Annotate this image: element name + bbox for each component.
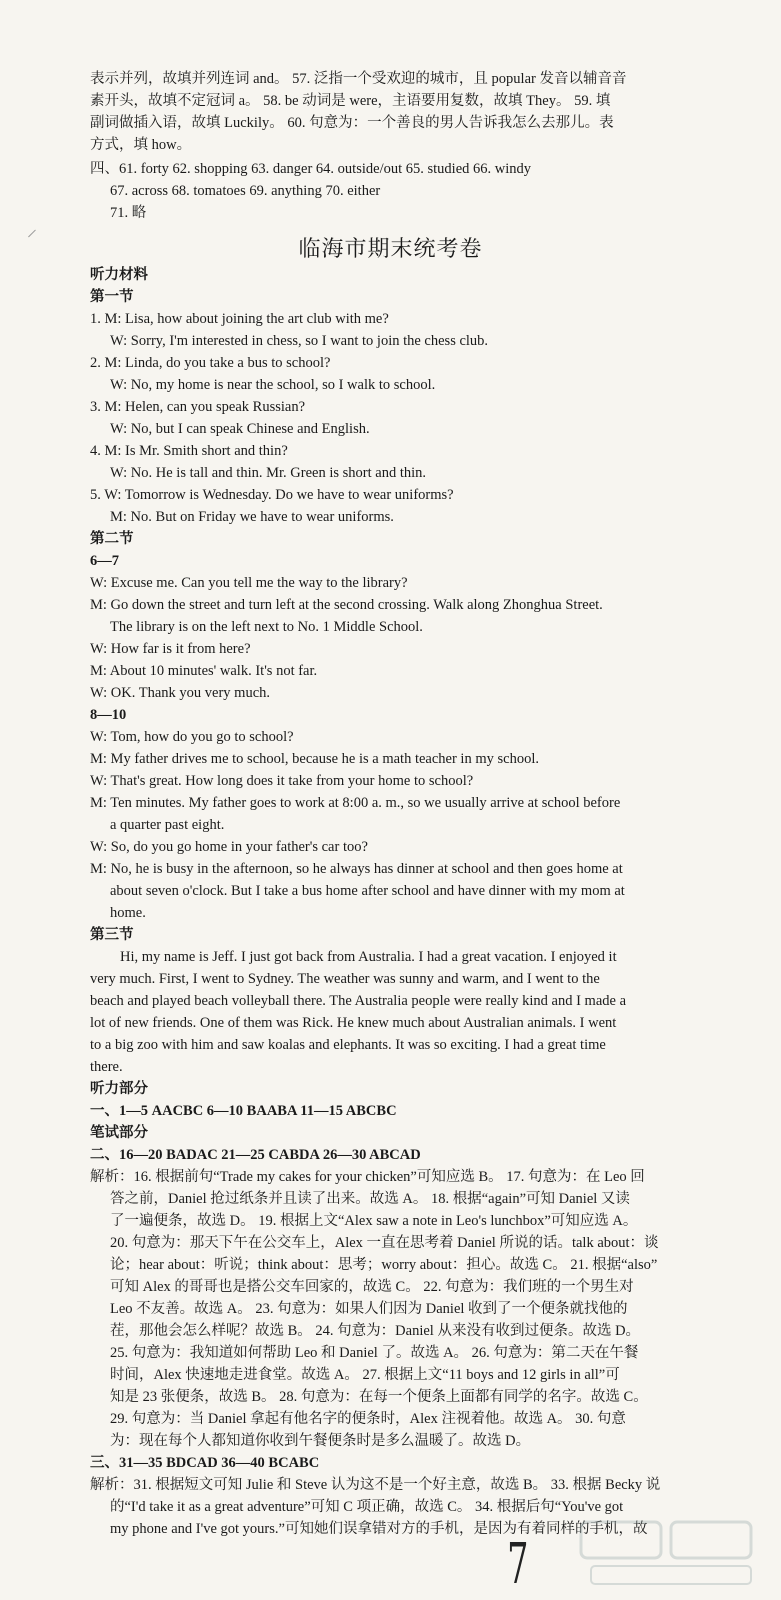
dialogue-line: home. <box>110 905 146 921</box>
exam-title: 临海市期末统考卷 <box>298 236 483 261</box>
dialogue-line: W: How far is it from here? <box>90 641 251 657</box>
analysis-line: 了一遍便条，故选 D。 19. 根据上文“Alex saw a note in Leo's lunchbox”可知应选 A。 <box>110 1213 638 1229</box>
dialogue-line: M: Go down the street and turn left at the second crossing. Walk along Zhonghua Street. <box>90 597 603 613</box>
answer-key-line: 二、16—20 BADAC 21—25 CABDA 26—30 ABCAD <box>90 1147 421 1163</box>
analysis-line: 时间，Alex 快速地走进食堂。故选 A。 27. 根据上文“11 boys and 12 girls in all”可 <box>110 1367 620 1383</box>
dialogue-line: W: Excuse me. Can you tell me the way to the library? <box>90 575 408 591</box>
section-four-answers <box>90 158 750 224</box>
dialogue-line: M: No. But on Friday we have to wear uniforms. <box>110 509 394 525</box>
analysis-line: 29. 句意为：当 Daniel 拿起有他名字的便条时，Alex 注视着他。故选 A。 30. 句意 <box>110 1411 626 1427</box>
analysis-line: 论；hear about：听说；think about：思考；worry about：担心。故选 C。 21. 根据“also” <box>110 1257 658 1273</box>
analysis-line: 解析：31. 根据短文可知 Julie 和 Steve 认为这不是一个好主意，故选 B。 33. 根据 Becky 说 <box>90 1477 661 1493</box>
dialogue-line: W: Tom, how do you go to school? <box>90 729 294 745</box>
section-heading: 第三节 <box>90 927 134 943</box>
analysis-line: 可知 Alex 的哥哥也是搭公交车回家的，故选 C。 22. 句意为：我们班的一个男生对 <box>110 1279 634 1295</box>
dialogue-line: 2. M: Linda, do you take a bus to school? <box>90 355 331 371</box>
dialogue-line: 3. M: Helen, can you speak Russian? <box>90 399 306 415</box>
text-line: 四、61. forty 62. shopping 63. danger 64. outside/out 65. studied 66. windy <box>90 161 532 177</box>
text-line: 方式，填 how。 <box>90 137 192 153</box>
dialogue-line: a quarter past eight. <box>110 817 225 833</box>
dialogue-line: about seven o'clock. But I take a bus home after school and have dinner with my mom at <box>110 883 625 899</box>
dialogue-line: W: OK. Thank you very much. <box>90 685 271 701</box>
analysis-line: 解析：16. 根据前句“Trade my cakes for your chicken”可知应选 B。 17. 句意为：在 Leo 回 <box>90 1169 645 1185</box>
section-heading: 听力材料 <box>90 267 148 283</box>
analysis-line: 茬，那他会怎么样呢？故选 B。 24. 句意为：Daniel 从来没有收到过便条。故选 D。 <box>110 1323 641 1339</box>
passage-line: to a big zoo with him and saw koalas and elephants. It was so exciting. I had a great time <box>90 1037 606 1053</box>
passage-line: there. <box>90 1059 123 1075</box>
analysis-line: 知是 23 张便条，故选 B。 28. 句意为：在每一个便条上面都有同学的名字。故选 C。 <box>110 1389 648 1405</box>
text-line: 67. across 68. tomatoes 69. anything 70. either <box>110 183 381 199</box>
answer-key-line: 一、1—5 AACBC 6—10 BAABA 11—15 ABCBC <box>90 1103 397 1119</box>
text-line: 表示并列，故填并列连词 and。 57. 泛指一个受欢迎的城市，且 popular 发音以辅音音 <box>90 71 627 87</box>
dialogue-line: W: So, do you go home in your father's car too? <box>90 839 368 855</box>
text-line: 副词做插入语，故填 Luckily。 60. 句意为：一个善良的男人告诉我怎么去那儿。表 <box>90 115 614 131</box>
question-range: 6—7 <box>90 553 119 569</box>
dialogue-line: M: My father drives me to school, because he is a math teacher in my school. <box>90 751 539 767</box>
listening-material-block <box>90 264 750 1540</box>
text-line: 素开头，故填不定冠词 a。 58. be 动词是 were，主语要用复数，故填 They。 59. 填 <box>90 93 611 109</box>
handwritten-page-mark: 7 <box>507 1532 529 1597</box>
dialogue-line: 5. W: Tomorrow is Wednesday. Do we have to wear uniforms? <box>90 487 454 503</box>
dialogue-line: W: No. He is tall and thin. Mr. Green is short and thin. <box>110 465 426 481</box>
passage-line: Hi, my name is Jeff. I just got back from Australia. I had a great vacation. I enjoyed it <box>120 949 617 965</box>
text-line: 71. 略 <box>110 205 147 221</box>
section-heading: 听力部分 <box>90 1081 148 1097</box>
analysis-line: 25. 句意为：我知道如何帮助 Leo 和 Daniel 了。故选 A。 26. 句意为：第二天在午餐 <box>110 1345 639 1361</box>
dialogue-line: 1. M: Lisa, how about joining the art club with me? <box>90 311 389 327</box>
analysis-line: 答之前，Daniel 抢过纸条并且读了出来。故选 A。 18. 根据“again”可知 Daniel 又读 <box>110 1191 630 1207</box>
passage-line: very much. First, I went to Sydney. The weather was sunny and warm, and I went to the <box>90 971 600 987</box>
analysis-line: Leo 不友善。故选 A。 23. 句意为：如果人们因为 Daniel 收到了一个便条就找他的 <box>110 1301 628 1317</box>
dialogue-line: W: Sorry, I'm interested in chess, so I want to join the chess club. <box>110 333 489 349</box>
analysis-line: 20. 句意为：那天下午在公交车上，Alex 一直在思考着 Daniel 所说的话。talk about：谈 <box>110 1235 659 1251</box>
section-heading: 第二节 <box>90 531 134 547</box>
analysis-line: 为：现在每个人都知道你收到午餐便条时是多么温暖了。故选 D。 <box>110 1433 531 1449</box>
passage-line: lot of new friends. One of them was Rick. He knew much about Australian animals. I went <box>90 1015 617 1031</box>
dialogue-line: M: About 10 minutes' walk. It's not far. <box>90 663 318 679</box>
section-heading: 第一节 <box>90 289 134 305</box>
dialogue-line: 4. M: Is Mr. Smith short and thin? <box>90 443 288 459</box>
dialogue-line: W: No, but I can speak Chinese and English. <box>110 421 370 437</box>
answer-key-line: 三、31—35 BDCAD 36—40 BCABC <box>90 1455 320 1471</box>
dialogue-line: W: No, my home is near the school, so I walk to school. <box>110 377 436 393</box>
analysis-line: my phone and I've got yours.”可知她们误拿错对方的手机，是因为有着同样的手机，故 <box>110 1521 648 1537</box>
dialogue-line: M: No, he is busy in the afternoon, so he always has dinner at school and then goes home at <box>90 861 623 877</box>
watermark-logo-icon <box>571 1512 771 1592</box>
top-answer-block <box>90 68 750 156</box>
dialogue-line: W: That's great. How long does it take from your home to school? <box>90 773 474 789</box>
dialogue-line: M: Ten minutes. My father goes to work at 8:00 a. m., so we usually arrive at school before <box>90 795 621 811</box>
question-range: 8—10 <box>90 707 127 723</box>
passage-line: beach and played beach volleyball there. The Australia people were really kind and I made a <box>90 993 627 1009</box>
section-heading: 笔试部分 <box>90 1125 148 1141</box>
analysis-line: 的“I'd take it as a great adventure”可知 C 项正确，故选 C。 34. 根据后句“You've got <box>110 1499 624 1515</box>
dialogue-line: The library is on the left next to No. 1 Middle School. <box>110 619 423 635</box>
